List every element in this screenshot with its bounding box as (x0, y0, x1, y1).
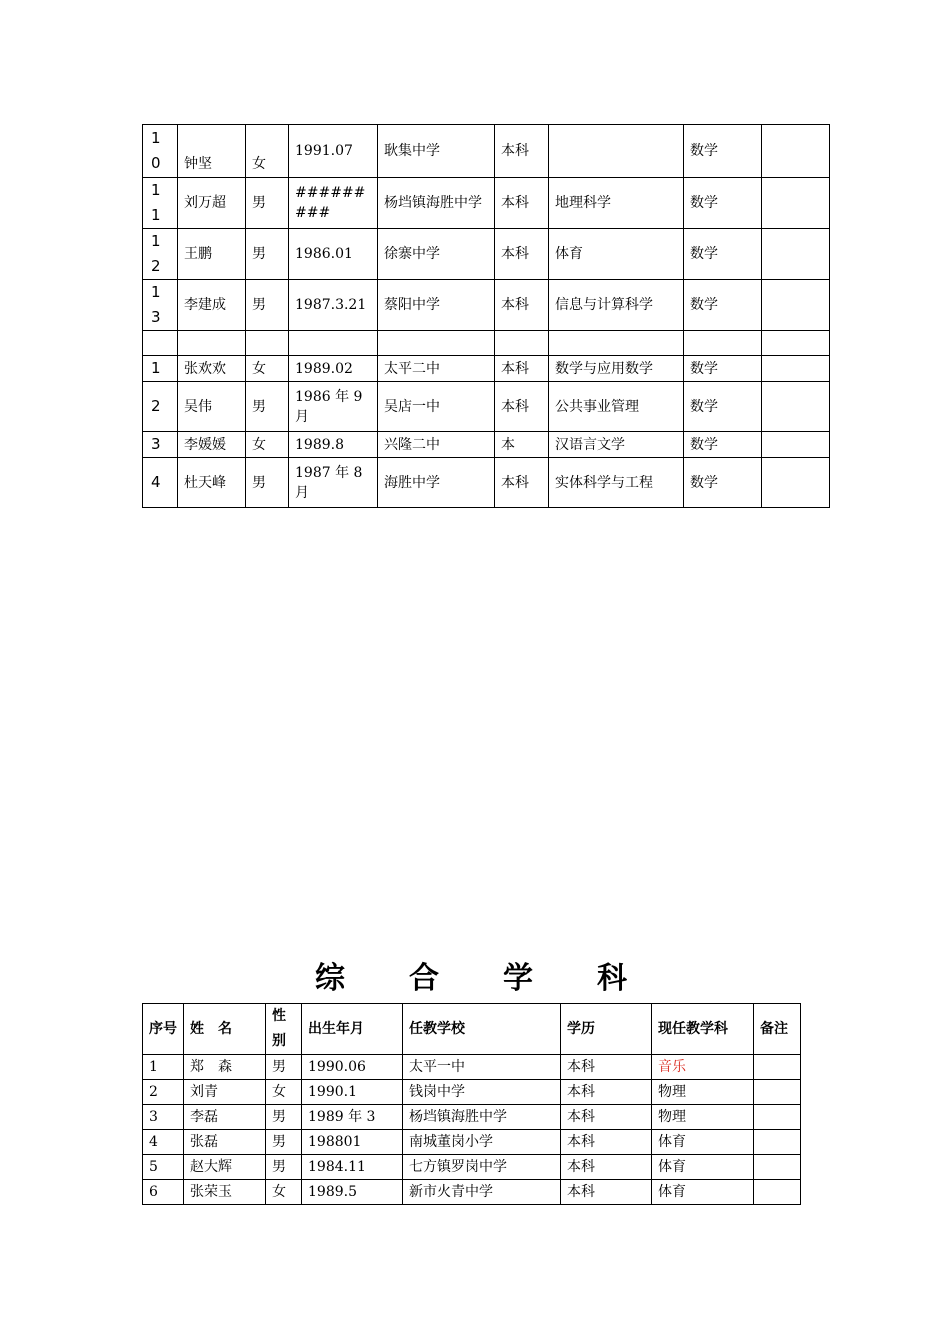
seq-cell: 3 (143, 1105, 184, 1130)
school-cell: 太平二中 (378, 356, 495, 382)
subject-cell: 数学 (684, 432, 762, 458)
subject-cell-highlighted: 音乐 (652, 1055, 754, 1080)
edu-cell (495, 331, 549, 356)
edu-cell: 本科 (495, 178, 549, 229)
subject-cell: 数学 (684, 229, 762, 280)
gender-cell: 男 (266, 1130, 302, 1155)
table-row (143, 1130, 801, 1155)
subject-cell: 体育 (652, 1180, 754, 1205)
subject-cell: 数学 (684, 125, 762, 178)
table-row-blank (143, 331, 830, 356)
subject-cell: 物理 (652, 1080, 754, 1105)
birth-cell: 1987 年 8 月 (289, 458, 378, 508)
gender-cell: 男 (246, 178, 289, 229)
teacher-table-math (142, 124, 830, 508)
seq-cell: 1 1 (143, 178, 178, 229)
birth-cell: 1986.01 (289, 229, 378, 280)
note-cell (762, 331, 830, 356)
name-cell: 李媛媛 (178, 432, 246, 458)
title-char: 合 (409, 961, 439, 996)
header-gender: 性别 (266, 1004, 302, 1055)
header-row (143, 1004, 801, 1055)
note-cell (762, 280, 830, 331)
school-cell: 兴隆二中 (378, 432, 495, 458)
note-cell (754, 1105, 801, 1130)
name-cell: 李建成 (178, 280, 246, 331)
seq-cell: 4 (143, 458, 178, 508)
edu-cell: 本 (495, 432, 549, 458)
gender-cell: 男 (266, 1105, 302, 1130)
subject-cell: 物理 (652, 1105, 754, 1130)
header-note: 备注 (754, 1004, 801, 1055)
edu-cell: 本科 (495, 356, 549, 382)
header-subject: 现任教学科 (652, 1004, 754, 1055)
note-cell (754, 1130, 801, 1155)
school-cell: 徐寨中学 (378, 229, 495, 280)
table-row (143, 458, 830, 508)
gender-cell: 男 (246, 280, 289, 331)
gender-cell: 女 (246, 432, 289, 458)
birth-cell: 1984.11 (302, 1155, 403, 1180)
major-cell: 汉语言文学 (549, 432, 684, 458)
header-edu: 学历 (561, 1004, 652, 1055)
note-cell (762, 458, 830, 508)
subject-cell: 数学 (684, 280, 762, 331)
birth-cell (289, 331, 378, 356)
note-cell (754, 1180, 801, 1205)
birth-cell: 1990.06 (302, 1055, 403, 1080)
major-cell: 实体科学与工程 (549, 458, 684, 508)
note-cell (754, 1080, 801, 1105)
seq-cell: 3 (143, 432, 178, 458)
major-cell: 体育 (549, 229, 684, 280)
school-cell: 钱岗中学 (403, 1080, 561, 1105)
note-cell (762, 229, 830, 280)
seq-cell: 2 (143, 382, 178, 432)
edu-cell: 本科 (561, 1105, 652, 1130)
major-cell: 信息与计算科学 (549, 280, 684, 331)
seq-cell: 2 (143, 1080, 184, 1105)
major-cell: 数学与应用数学 (549, 356, 684, 382)
name-cell (178, 331, 246, 356)
table-row (143, 178, 830, 229)
header-seq: 序号 (143, 1004, 184, 1055)
birth-cell: 1989.8 (289, 432, 378, 458)
note-cell (754, 1055, 801, 1080)
edu-cell: 本科 (561, 1080, 652, 1105)
school-cell: 七方镇罗岗中学 (403, 1155, 561, 1180)
seq-cell (143, 331, 178, 356)
subject-cell: 数学 (684, 178, 762, 229)
name-cell: 杜天峰 (178, 458, 246, 508)
table-row (143, 1105, 801, 1130)
subject-cell (684, 331, 762, 356)
edu-cell: 本科 (495, 280, 549, 331)
subject-cell: 数学 (684, 382, 762, 432)
birth-cell: 1987.3.21 (289, 280, 378, 331)
gender-cell: 男 (266, 1155, 302, 1180)
school-cell: 新市火青中学 (403, 1180, 561, 1205)
major-cell (549, 125, 684, 178)
gender-cell: 女 (246, 356, 289, 382)
edu-cell: 本科 (561, 1155, 652, 1180)
header-school: 任教学校 (403, 1004, 561, 1055)
table-row (143, 432, 830, 458)
note-cell (762, 382, 830, 432)
title-char: 科 (597, 961, 627, 996)
table-row (143, 280, 830, 331)
section-title (142, 958, 800, 1000)
table-row (143, 1180, 801, 1205)
table-row (143, 1055, 801, 1080)
major-cell: 地理科学 (549, 178, 684, 229)
subject-cell: 体育 (652, 1130, 754, 1155)
subject-cell: 体育 (652, 1155, 754, 1180)
birth-cell: 1989.5 (302, 1180, 403, 1205)
school-cell: 耿集中学 (378, 125, 495, 178)
subject-cell: 数学 (684, 356, 762, 382)
note-cell (762, 178, 830, 229)
table-row (143, 125, 830, 178)
name-cell: 王鹏 (178, 229, 246, 280)
table-row (143, 382, 830, 432)
school-cell: 海胜中学 (378, 458, 495, 508)
seq-cell: 6 (143, 1180, 184, 1205)
seq-cell: 1 (143, 356, 178, 382)
seq-cell: 1 (143, 1055, 184, 1080)
edu-cell: 本科 (495, 382, 549, 432)
name-cell: 吴伟 (178, 382, 246, 432)
header-birth: 出生年月 (302, 1004, 403, 1055)
birth-cell: 198801 (302, 1130, 403, 1155)
seq-cell: 1 0 (143, 125, 178, 178)
school-cell: 太平一中 (403, 1055, 561, 1080)
name-cell: 张欢欢 (178, 356, 246, 382)
subject-cell: 数学 (684, 458, 762, 508)
table-row (143, 1080, 801, 1105)
name-cell: 李磊 (184, 1105, 266, 1130)
name-cell: 郑 森 (184, 1055, 266, 1080)
seq-cell: 4 (143, 1130, 184, 1155)
table-row (143, 1155, 801, 1180)
edu-cell: 本科 (561, 1055, 652, 1080)
name-cell: 刘万超 (178, 178, 246, 229)
birth-cell: 1990.1 (302, 1080, 403, 1105)
seq-cell: 1 2 (143, 229, 178, 280)
major-cell (549, 331, 684, 356)
edu-cell: 本科 (495, 229, 549, 280)
gender-cell: 男 (266, 1055, 302, 1080)
teacher-table-general (142, 1003, 801, 1205)
title-char: 综 (315, 961, 345, 996)
note-cell (754, 1155, 801, 1180)
table-row (143, 229, 830, 280)
school-cell: 杨垱镇海胜中学 (378, 178, 495, 229)
note-cell (762, 125, 830, 178)
header-name: 姓 名 (184, 1004, 266, 1055)
birth-cell: 1991.07 (289, 125, 378, 178)
edu-cell: 本科 (561, 1130, 652, 1155)
major-cell: 公共事业管理 (549, 382, 684, 432)
name-cell: 钟坚 (178, 125, 246, 178)
gender-cell: 男 (246, 458, 289, 508)
school-cell (378, 331, 495, 356)
gender-cell: 男 (246, 382, 289, 432)
edu-cell: 本科 (495, 125, 549, 178)
birth-cell: ######### (289, 178, 378, 229)
gender-cell: 女 (266, 1080, 302, 1105)
school-cell: 蔡阳中学 (378, 280, 495, 331)
edu-cell: 本科 (561, 1180, 652, 1205)
birth-cell: 1989 年 3 (302, 1105, 403, 1130)
name-cell: 张磊 (184, 1130, 266, 1155)
note-cell (762, 432, 830, 458)
school-cell: 杨垱镇海胜中学 (403, 1105, 561, 1130)
name-cell: 赵大辉 (184, 1155, 266, 1180)
gender-cell: 男 (246, 229, 289, 280)
birth-cell: 1986 年 9 月 (289, 382, 378, 432)
name-cell: 刘青 (184, 1080, 266, 1105)
birth-cell: 1989.02 (289, 356, 378, 382)
note-cell (762, 356, 830, 382)
gender-cell: 女 (266, 1180, 302, 1205)
edu-cell: 本科 (495, 458, 549, 508)
school-cell: 吴店一中 (378, 382, 495, 432)
name-cell: 张荣玉 (184, 1180, 266, 1205)
school-cell: 南城董岗小学 (403, 1130, 561, 1155)
table-row (143, 356, 830, 382)
title-char: 学 (503, 961, 533, 996)
seq-cell: 5 (143, 1155, 184, 1180)
seq-cell: 1 3 (143, 280, 178, 331)
gender-cell (246, 331, 289, 356)
gender-cell: 女 (246, 125, 289, 178)
